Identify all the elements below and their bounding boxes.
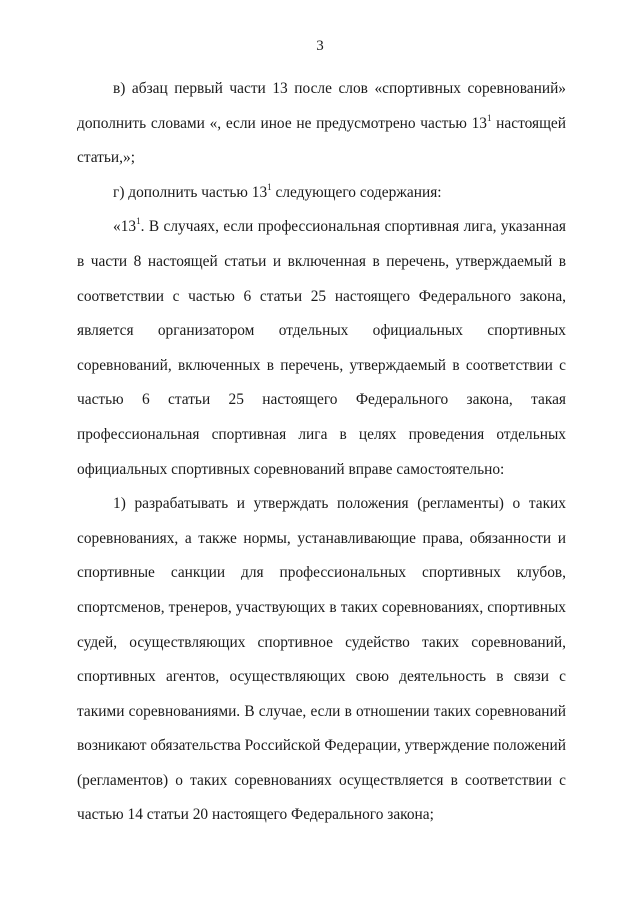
superscript: 1 — [267, 181, 272, 192]
paragraph-item-1 — [77, 487, 566, 833]
document-body — [77, 72, 566, 833]
paragraph-text: «13 — [113, 218, 137, 236]
paragraph-amend-v — [77, 72, 566, 176]
paragraph-text: настоящей статьи,»; — [77, 114, 567, 167]
paragraph-text: . В случаях, если профессиональная спортивная лига, указанная в части 8 настоящей статьи и включенная в перечень, утверждаемый в соответствии с частью 6 статьи 25 настоящего Федерального закона, является организатором отдельных официальных спортивных соревнований, включенных в перечень, утверждаемый в соответствии с частью 6 статьи 25 настоящего Федерального закона, такая профессиональная спортивная лига в целях проведения отдельных официальных спортивных соревнований вправе самостоятельно: — [77, 218, 566, 478]
paragraph-text: в) абзац первый части 13 после слов «спортивных соревнований» дополнить словами «, если иное не предусмотрено частью 13 — [77, 80, 566, 132]
superscript: 1 — [136, 216, 141, 227]
page-number: 3 — [316, 38, 324, 54]
superscript: 1 — [487, 112, 492, 123]
paragraph-text: г) дополнить частью 13 — [113, 183, 268, 201]
paragraph-part-13-1 — [77, 210, 566, 487]
paragraph-text: 1) разрабатывать и утверждать положения (регламенты) о таких соревнованиях, а также нормы, устанавливающие права, обязанности и спортивные санкции для профессиональных спортивных клубов, спортсменов, тренеров, участвующих в таких соревнованиях, спортивных судей, осуществляющих спортивное судейство таких соревнований, спортивных агентов, осуществляющих свою деятельность в связи с такими соревнованиями. В случае, если в отношении таких соревнований возникают обязательства Российской Федерации, утверждение положений (регламентов) о таких соревнованиях осуществляется в соответствии с частью 14 статьи 20 настоящего Федерального закона; — [77, 495, 566, 824]
paragraph-text: следующего содержания: — [271, 183, 442, 201]
paragraph-amend-g — [77, 176, 566, 211]
